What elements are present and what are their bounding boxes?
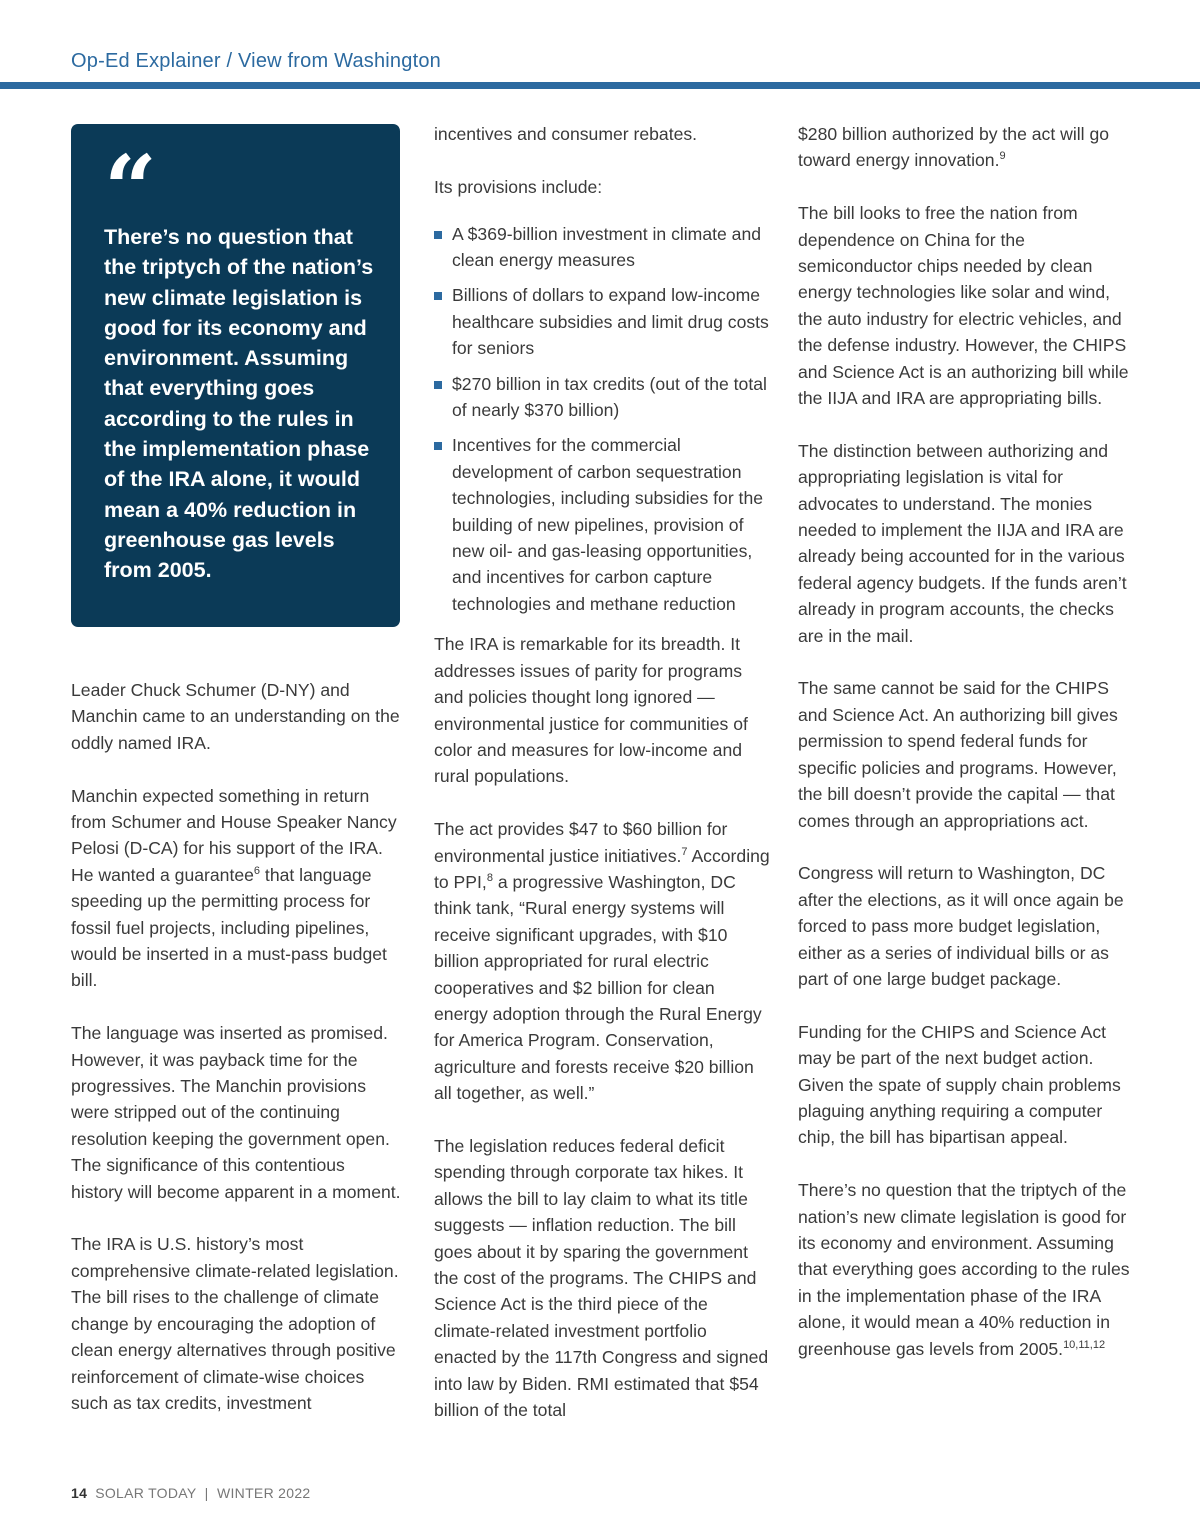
header-rule (0, 82, 1200, 89)
list-item: $270 billion in tax credits (out of the total of nearly $370 billion) (434, 371, 770, 424)
paragraph: Its provisions include: (434, 176, 603, 197)
quote-mark-icon: “ (104, 135, 157, 243)
pull-quote-text: There’s no question that the triptych of the nation’s new climate legislation is good for its economy and environment. Assuming that everything goes according to the rules in the implementation phase of the IRA alone, it would mean a 40% reduction in greenhouse gas levels from 2005. (104, 225, 374, 583)
footnote-ref: 10,11,12 (1063, 1338, 1106, 1351)
provisions-list (434, 221, 770, 618)
page-number: 14 (71, 1485, 88, 1501)
footnote-ref: 7 (681, 845, 688, 858)
section-header: Op-Ed Explainer / View from Washington (71, 50, 441, 72)
paragraph: The IRA is remarkable for its breadth. It addresses issues of parity for programs and policies thought long ignored — environmental justice for communities of color and measures for low-income and rural populations. (434, 634, 748, 787)
paragraph: Leader Chuck Schumer (D-NY) and Manchin came to an understanding on the oddly named IRA. (71, 680, 400, 753)
column-1 (71, 677, 401, 1416)
pull-quote-box (71, 124, 400, 627)
paragraph: The legislation reduces federal deficit spending through corporate tax hikes. It allows the bill to lay claim to what its title suggests — inflation reduction. The bill goes about it by sparing the government the cost of the programs. The CHIPS and Science Act is the third piece of the climate-related investment portfolio enacted by the 117th Congress and signed into law by Biden. RMI estimated that $54 billion of the total (434, 1135, 769, 1421)
list-item: A $369-billion investment in climate and clean energy measures (434, 221, 770, 274)
footnote-ref: 8 (486, 872, 493, 885)
paragraph: incentives and consumer rebates. (434, 124, 698, 144)
paragraph: Manchin expected something in return from Schumer and House Speaker Nancy Pelosi (D-CA) for his support of the IRA. He wanted a guarantee$^6$ that language speeding up the permitting process for fossil fuel projects, including pipelines, would be inserted in a must-pass budget bill. (71, 785, 397, 991)
list-item: Incentives for the commercial development of carbon sequestration technologies, including subsidies for the building of new pipelines, provision of new oil- and gas-leasing opportunities, and incentives for carbon capture technologies and methane reduction (434, 432, 770, 617)
column-2 (434, 121, 770, 1423)
paragraph: The distinction between authorizing and appropriating legislation is vital for advocates to understand. The monies needed to implement the IIJA and IRA are already being accounted for in the various federal agency budgets. If the funds aren’t already in program accounts, the checks are in the mail. (798, 440, 1127, 646)
publication-info: SOLAR TODAY | WINTER 2022 (95, 1485, 311, 1501)
paragraph: The act provides $47 to $60 billion for environmental justice initiatives.$^7$ According to PPI,$^8$ a progressive Washington, DC think tank, “Rural energy systems will receive significant upgrades, with $10 billion appropriated for rural electric cooperatives and $2 billion for clean energy adoption through the Rural Energy for America Program. Conservation, agriculture and forests receive $20 billion all together, as well.” (434, 819, 770, 1104)
paragraph: Congress will return to Washington, DC after the elections, as it will once again be forced to pass more budget legislation, either as a series of individual bills or as part of one large budget package. (798, 863, 1124, 989)
column-3 (798, 121, 1132, 1362)
paragraph: The bill looks to free the nation from dependence on China for the semiconductor chips needed by clean energy technologies like solar and wind, the auto industry for electric vehicles, and the defense industry. However, the CHIPS and Science Act is an authorizing bill while the IIJA and IRA are appropriating bills. (798, 203, 1129, 409)
page-footer (71, 1485, 311, 1501)
paragraph: $280 billion authorized by the act will go toward energy innovation.$^9$ (798, 124, 1110, 171)
list-item: Billions of dollars to expand low-income healthcare subsidies and limit drug costs for seniors (434, 282, 770, 361)
footnote-ref: 6 (253, 864, 261, 877)
paragraph: The language was inserted as promised. However, it was payback time for the progressives. The Manchin provisions were stripped out of the continuing resolution keeping the government open. The significance of this contentious history will become apparent in a moment. (71, 1023, 401, 1202)
paragraph: There’s no question that the triptych of the nation’s new climate legislation is good for its economy and environment. Assuming that everything goes according to the rules in the implementation phase of the IRA alone, it would mean a 40% reduction in greenhouse gas levels from 2005.$^{10,11,12}$ (798, 1180, 1130, 1359)
footnote-ref: 9 (999, 150, 1006, 163)
paragraph: Funding for the CHIPS and Science Act may be part of the next budget action. Given the spate of supply chain problems plaguing anything requiring a computer chip, the bill has bipartisan appeal. (798, 1021, 1121, 1148)
paragraph: The IRA is U.S. history’s most comprehensive climate-related legislation. The bill rises to the challenge of climate change by encouraging the adoption of clean energy alternatives through positive reinforcement of climate-wise choices such as tax credits, investment (71, 1234, 399, 1413)
paragraph: The same cannot be said for the CHIPS and Science Act. An authorizing bill gives permission to spend federal funds for specific policies and programs. However, the bill doesn’t provide the capital — that comes through an appropriations act. (798, 678, 1118, 831)
